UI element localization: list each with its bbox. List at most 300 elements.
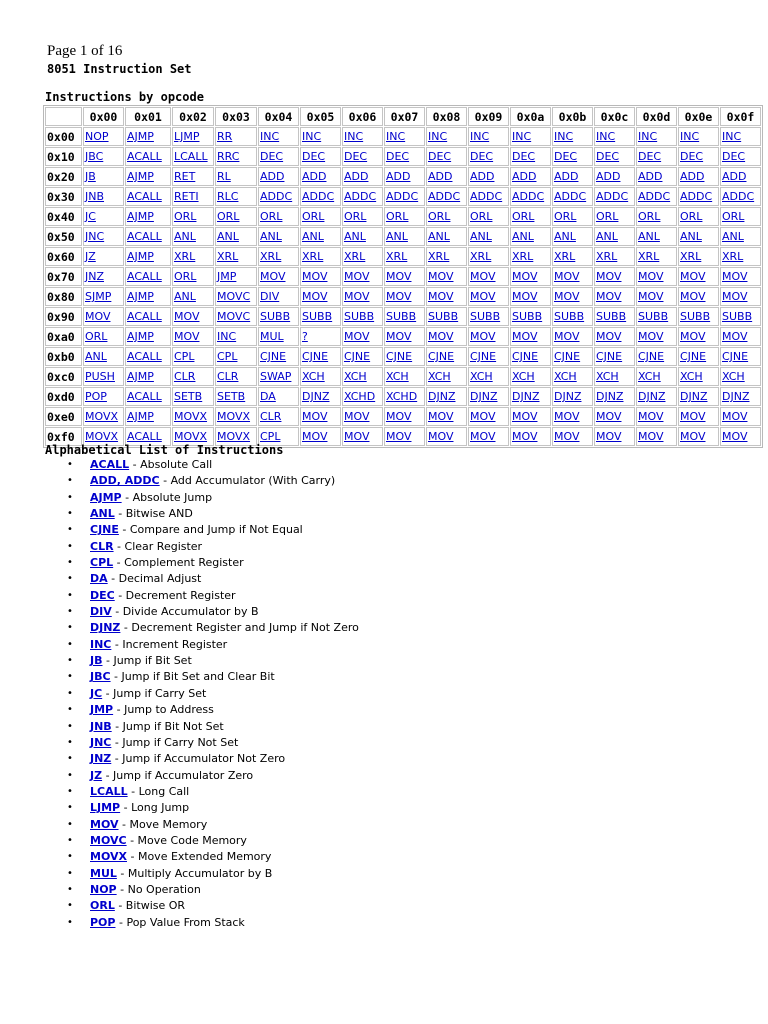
instruction-link[interactable]: ANL (722, 230, 744, 243)
instruction-link[interactable]: SETB (174, 390, 203, 403)
instruction-link[interactable]: CJNE (260, 350, 287, 363)
instruction-link[interactable]: ANL (174, 230, 196, 243)
instruction-link[interactable]: ANL (554, 230, 576, 243)
instruction-link[interactable]: SUBB (512, 310, 543, 323)
instruction-link[interactable]: AJMP (127, 250, 154, 263)
instruction-link[interactable]: ACALL (127, 270, 162, 283)
instruction-link[interactable]: PUSH (85, 370, 115, 383)
instruction-link[interactable]: AJMP (127, 330, 154, 343)
instruction-link[interactable]: SUBB (344, 310, 375, 323)
instruction-link[interactable]: RR (217, 130, 233, 143)
instruction-link[interactable]: AJMP (127, 130, 154, 143)
instruction-link[interactable]: RLC (217, 190, 239, 203)
instruction-link[interactable]: MOV (470, 270, 496, 283)
bullet-icon: • (67, 802, 73, 814)
instruction-link[interactable]: MOV (302, 410, 328, 423)
instruction-link[interactable]: ORL (85, 330, 108, 343)
instruction-link[interactable]: MUL (90, 866, 117, 880)
instruction-link[interactable]: MOV (680, 430, 706, 443)
instruction-link[interactable]: MOV (596, 330, 622, 343)
instruction-link[interactable]: AJMP (127, 370, 154, 383)
instruction-link[interactable]: CLR (260, 410, 282, 423)
instruction-link[interactable]: INC (90, 637, 112, 651)
instruction-link[interactable]: XRL (596, 250, 618, 263)
instruction-link[interactable]: INC (386, 130, 406, 143)
instruction-link[interactable]: XRL (638, 250, 660, 263)
instruction-link[interactable]: CLR (90, 539, 114, 553)
instruction-link[interactable]: ANL (174, 290, 196, 303)
instruction-link[interactable]: MOV (512, 330, 538, 343)
instruction-link[interactable]: MOV (596, 410, 622, 423)
instruction-link[interactable]: DJNZ (90, 621, 121, 635)
instruction-link[interactable]: DIV (90, 605, 112, 619)
instruction-link[interactable]: ORL (386, 210, 409, 223)
instruction-link[interactable]: JNZ (85, 270, 105, 283)
instruction-link[interactable]: DJNZ (680, 390, 708, 403)
instruction-link[interactable]: ADD (596, 170, 621, 183)
instruction-link[interactable]: DA (260, 390, 276, 403)
instruction-link[interactable]: MOV (680, 410, 706, 423)
instruction-link[interactable]: DEC (470, 150, 494, 163)
instruction-link[interactable]: JNC (85, 230, 105, 243)
instruction-link[interactable]: XCHD (386, 390, 418, 403)
instruction-link[interactable]: ACALL (127, 430, 162, 443)
instruction-link[interactable]: CJNE (554, 350, 581, 363)
bullet-icon: • (67, 655, 73, 667)
instruction-link[interactable]: CJNE (90, 523, 119, 537)
instruction-link[interactable]: ORL (90, 899, 115, 913)
instruction-link[interactable]: POP (85, 390, 107, 403)
instruction-link[interactable]: MOVC (217, 290, 251, 303)
instruction-link[interactable]: INC (596, 130, 616, 143)
instruction-link[interactable]: ADDC (344, 190, 377, 203)
instruction-link[interactable]: DEC (428, 150, 452, 163)
instruction-link[interactable]: ORL (174, 270, 197, 283)
instruction-link[interactable]: XCHD (344, 390, 376, 403)
instruction-link[interactable]: DEC (722, 150, 746, 163)
instruction-link[interactable]: XCH (470, 370, 493, 383)
instruction-link[interactable]: CLR (174, 370, 196, 383)
instruction-link[interactable]: ADDC (470, 190, 503, 203)
instruction-link[interactable]: ORL (722, 210, 745, 223)
instruction-link[interactable]: DJNZ (596, 390, 624, 403)
instruction-link[interactable]: XRL (428, 250, 450, 263)
instruction-link[interactable]: DEC (344, 150, 368, 163)
instruction-link[interactable]: SUBB (554, 310, 585, 323)
instruction-link[interactable]: ANL (596, 230, 618, 243)
instruction-link[interactable]: ADD (512, 170, 537, 183)
instruction-link[interactable]: MOV (722, 430, 748, 443)
instruction-link[interactable]: MOV (596, 270, 622, 283)
instruction-link[interactable]: XCH (512, 370, 535, 383)
instruction-link[interactable]: MOV (386, 330, 412, 343)
instruction-link[interactable]: MOV (428, 330, 454, 343)
instruction-link[interactable]: CLR (217, 370, 239, 383)
instruction-link[interactable]: MOV (680, 330, 706, 343)
instruction-link[interactable]: XRL (470, 250, 492, 263)
instruction-link[interactable]: MOV (302, 430, 328, 443)
instruction-link[interactable]: AJMP (127, 410, 154, 423)
instruction-link[interactable]: MOV (302, 270, 328, 283)
instruction-link[interactable]: MOV (596, 290, 622, 303)
instruction-link[interactable]: XRL (680, 250, 702, 263)
instruction-link[interactable]: DJNZ (302, 390, 330, 403)
instruction-link[interactable]: DJNZ (470, 390, 498, 403)
instruction-link[interactable]: MOV (722, 330, 748, 343)
instruction-link[interactable]: ORL (512, 210, 535, 223)
instruction-link[interactable]: DJNZ (638, 390, 666, 403)
instruction-link[interactable]: ORL (638, 210, 661, 223)
instruction-link[interactable]: MOV (638, 410, 664, 423)
instruction-link[interactable]: INC (680, 130, 700, 143)
instruction-link[interactable]: ORL (428, 210, 451, 223)
instruction-link[interactable]: MOV (470, 410, 496, 423)
instruction-link[interactable]: DEC (554, 150, 578, 163)
instruction-link[interactable]: CJNE (302, 350, 329, 363)
instruction-link[interactable]: SUBB (470, 310, 501, 323)
instruction-link[interactable]: MOVX (85, 430, 119, 443)
instruction-link[interactable]: CPL (90, 556, 114, 570)
instruction-link[interactable]: SUBB (722, 310, 753, 323)
instruction-link[interactable]: ORL (344, 210, 367, 223)
instruction-link[interactable]: MOV (680, 270, 706, 283)
instruction-link[interactable]: MOVX (217, 430, 251, 443)
instruction-link[interactable]: MOV (638, 270, 664, 283)
instruction-link[interactable]: MOV (302, 290, 328, 303)
instruction-link[interactable]: MOVX (90, 850, 127, 864)
instruction-link[interactable]: SUBB (596, 310, 627, 323)
instruction-link[interactable]: CPL (174, 350, 195, 363)
instruction-link[interactable]: INC (638, 130, 658, 143)
table-cell (342, 207, 383, 226)
instruction-link[interactable]: ORL (596, 210, 619, 223)
instruction-link[interactable]: MOVX (217, 410, 251, 423)
instruction-link[interactable]: MOV (512, 270, 538, 283)
instruction-link[interactable]: MOVC (217, 310, 251, 323)
instruction-link[interactable]: CJNE (470, 350, 497, 363)
instruction-link[interactable]: INC (554, 130, 574, 143)
instruction-link[interactable]: DEC (302, 150, 326, 163)
instruction-link[interactable]: ADDC (596, 190, 629, 203)
instruction-link[interactable]: XCH (680, 370, 703, 383)
instruction-link[interactable]: ADDC (638, 190, 671, 203)
instruction-link[interactable]: ANL (90, 507, 115, 521)
instruction-link[interactable]: NOP (85, 130, 109, 143)
instruction-link[interactable]: XCH (596, 370, 619, 383)
instruction-link[interactable]: SUBB (260, 310, 291, 323)
instruction-link[interactable]: AJMP (127, 290, 154, 303)
instruction-link[interactable]: ADD (428, 170, 453, 183)
instruction-link[interactable]: DJNZ (554, 390, 582, 403)
instruction-link[interactable]: ANL (302, 230, 324, 243)
instruction-link[interactable]: ADD (260, 170, 285, 183)
instruction-link[interactable]: MOV (596, 430, 622, 443)
instruction-link[interactable]: MOV (638, 330, 664, 343)
instruction-link[interactable]: SWAP (260, 370, 292, 383)
instruction-link[interactable]: ORL (174, 210, 197, 223)
instruction-link[interactable]: ANL (470, 230, 492, 243)
instruction-link[interactable]: MOV (344, 430, 370, 443)
table-cell (636, 187, 677, 206)
instruction-link[interactable]: MOV (344, 410, 370, 423)
instruction-link[interactable]: DJNZ (722, 390, 750, 403)
instruction-link[interactable]: MOV (85, 310, 111, 323)
instruction-link[interactable]: MOV (386, 410, 412, 423)
instruction-link[interactable]: LJMP (90, 801, 121, 815)
instruction-link[interactable]: MOV (386, 290, 412, 303)
instruction-link[interactable]: POP (90, 915, 116, 929)
instruction-link[interactable]: ANL (512, 230, 534, 243)
instruction-link[interactable]: CJNE (344, 350, 371, 363)
instruction-link[interactable]: ORL (217, 210, 240, 223)
instruction-link[interactable]: RET (174, 170, 196, 183)
instruction-link[interactable]: DIV (260, 290, 280, 303)
instruction-link[interactable]: ANL (638, 230, 660, 243)
instruction-link[interactable]: MOV (722, 410, 748, 423)
instruction-link[interactable]: XCH (386, 370, 409, 383)
instruction-link[interactable]: ADDC (386, 190, 419, 203)
instruction-link[interactable]: RETI (174, 190, 199, 203)
instruction-link[interactable]: ADD (638, 170, 663, 183)
instruction-link[interactable]: SUBB (428, 310, 459, 323)
instruction-link[interactable]: INC (344, 130, 364, 143)
instruction-link[interactable]: CJNE (428, 350, 455, 363)
instruction-link[interactable]: ORL (680, 210, 703, 223)
instruction-link[interactable]: ADD (344, 170, 369, 183)
instruction-link[interactable]: ACALL (127, 390, 162, 403)
table-cell (678, 247, 719, 266)
instruction-link[interactable]: INC (512, 130, 532, 143)
instruction-link[interactable]: XRL (260, 250, 282, 263)
instruction-link[interactable]: MOV (428, 270, 454, 283)
instruction-link[interactable]: ANL (217, 230, 239, 243)
instruction-link[interactable]: DA (90, 572, 108, 586)
instruction-link[interactable]: MOV (344, 330, 370, 343)
instruction-link[interactable]: MOV (174, 310, 200, 323)
instruction-link[interactable]: MOV (512, 290, 538, 303)
instruction-link[interactable]: CJNE (512, 350, 539, 363)
instruction-link[interactable]: DEC (596, 150, 620, 163)
instruction-link[interactable]: MOV (386, 430, 412, 443)
instruction-link[interactable]: ANL (428, 230, 450, 243)
instruction-link[interactable]: SUBB (302, 310, 333, 323)
instruction-link[interactable]: XCH (344, 370, 367, 383)
instruction-link[interactable]: CPL (260, 430, 281, 443)
instruction-link[interactable]: JC (90, 686, 103, 700)
instruction-link[interactable]: JMP (90, 703, 114, 717)
instruction-link[interactable]: MOV (722, 270, 748, 283)
instruction-link[interactable]: RL (217, 170, 231, 183)
instruction-link[interactable]: JB (85, 170, 96, 183)
instruction-link[interactable]: MOV (428, 430, 454, 443)
instruction-link[interactable]: ANL (386, 230, 408, 243)
instruction-link[interactable]: INC (217, 330, 237, 343)
instruction-link[interactable]: MOV (386, 270, 412, 283)
instruction-link[interactable]: CJNE (386, 350, 413, 363)
instruction-link[interactable]: INC (470, 130, 490, 143)
instruction-link[interactable]: MOV (470, 330, 496, 343)
instruction-link[interactable]: MOV (470, 290, 496, 303)
instruction-link[interactable]: MOV (680, 290, 706, 303)
instruction-link[interactable]: CJNE (596, 350, 623, 363)
instruction-link[interactable]: ACALL (127, 230, 162, 243)
instruction-link[interactable]: MOV (554, 410, 580, 423)
instruction-link[interactable]: MOV (344, 270, 370, 283)
instruction-link[interactable]: ? (302, 330, 308, 343)
instruction-link[interactable]: DJNZ (428, 390, 456, 403)
instruction-link[interactable]: DJNZ (512, 390, 540, 403)
instruction-link[interactable]: MOV (722, 290, 748, 303)
instruction-link[interactable]: MOV (174, 330, 200, 343)
instruction-link[interactable]: JNZ (90, 752, 112, 766)
table-cell (384, 367, 425, 386)
table-cell (258, 387, 299, 406)
instruction-link[interactable]: MOV (554, 290, 580, 303)
instruction-link[interactable]: ANL (344, 230, 366, 243)
instruction-link[interactable]: ADDC (554, 190, 587, 203)
instruction-link[interactable]: MOV (554, 330, 580, 343)
instruction-link[interactable]: ADD (680, 170, 705, 183)
instruction-link[interactable]: ADDC (722, 190, 755, 203)
instruction-link[interactable]: JMP (217, 270, 237, 283)
instruction-link[interactable]: MOV (638, 430, 664, 443)
instruction-link[interactable]: XRL (722, 250, 744, 263)
instruction-link[interactable]: ADDC (428, 190, 461, 203)
instruction-link[interactable]: SJMP (85, 290, 112, 303)
instruction-link[interactable]: ACALL (90, 458, 130, 471)
instruction-link[interactable]: ACALL (127, 190, 162, 203)
bullet-icon: • (67, 475, 73, 487)
instruction-link[interactable]: XRL (386, 250, 408, 263)
instruction-link[interactable]: MOV (638, 290, 664, 303)
instruction-link[interactable]: ADD, ADDC (90, 474, 160, 488)
instruction-link[interactable]: ORL (554, 210, 577, 223)
instruction-link[interactable]: XCH (722, 370, 745, 383)
instruction-link[interactable]: CPL (217, 350, 238, 363)
table-cell (342, 387, 383, 406)
bullet-icon: • (67, 720, 73, 732)
instruction-link[interactable]: MOV (512, 430, 538, 443)
instruction-link[interactable]: MOV (344, 290, 370, 303)
instruction-link[interactable]: JB (90, 654, 103, 668)
instruction-link[interactable]: LCALL (90, 784, 128, 798)
table-cell (215, 227, 257, 246)
instruction-link[interactable]: SUBB (638, 310, 669, 323)
instruction-link[interactable]: ADD (470, 170, 495, 183)
instruction-link[interactable]: AJMP (127, 210, 154, 223)
instruction-link[interactable]: SETB (217, 390, 246, 403)
instruction-link[interactable]: MOVC (90, 833, 127, 847)
instruction-link[interactable]: MOV (428, 290, 454, 303)
instruction-link[interactable]: CJNE (722, 350, 749, 363)
instruction-link[interactable]: XRL (174, 250, 196, 263)
instruction-link[interactable]: MOV (90, 817, 119, 831)
instruction-link[interactable]: DEC (638, 150, 662, 163)
instruction-link[interactable]: ADDC (680, 190, 713, 203)
instruction-link[interactable]: ORL (302, 210, 325, 223)
instruction-link[interactable]: INC (428, 130, 448, 143)
instruction-link[interactable]: MOV (554, 430, 580, 443)
instruction-link[interactable]: MOVX (174, 410, 208, 423)
instruction-link[interactable]: ACALL (127, 350, 162, 363)
instruction-link[interactable]: ACALL (127, 150, 162, 163)
instruction-link[interactable]: MUL (260, 330, 284, 343)
instruction-link[interactable]: JC (85, 210, 96, 223)
instruction-link[interactable]: AJMP (127, 170, 154, 183)
instruction-link[interactable]: ANL (85, 350, 107, 363)
instruction-link[interactable]: INC (722, 130, 742, 143)
instruction-link[interactable]: MOV (512, 410, 538, 423)
instruction-link[interactable]: XCH (428, 370, 451, 383)
instruction-link[interactable]: LCALL (174, 150, 208, 163)
instruction-link[interactable]: JNC (90, 735, 112, 749)
instruction-link[interactable]: ANL (680, 230, 702, 243)
table-cell (468, 207, 509, 226)
instruction-link[interactable]: XRL (554, 250, 576, 263)
instruction-link[interactable]: MOV (554, 270, 580, 283)
instruction-link[interactable]: INC (260, 130, 280, 143)
instruction-link[interactable]: JBC (85, 150, 104, 163)
instruction-link[interactable]: DEC (512, 150, 536, 163)
instruction-link[interactable]: XRL (217, 250, 239, 263)
instruction-link[interactable]: XCH (554, 370, 577, 383)
instruction-link[interactable]: ORL (470, 210, 493, 223)
instruction-link[interactable]: JZ (85, 250, 96, 263)
instruction-link[interactable]: LJMP (174, 130, 200, 143)
instruction-link[interactable]: DEC (260, 150, 284, 163)
instruction-link[interactable]: AJMP (90, 490, 122, 504)
instruction-link[interactable]: XCH (302, 370, 325, 383)
instruction-link[interactable]: DEC (90, 588, 115, 602)
instruction-link[interactable]: JNB (85, 190, 105, 203)
instruction-link[interactable]: SUBB (386, 310, 417, 323)
instruction-link[interactable]: JZ (90, 768, 103, 782)
instruction-link[interactable]: MOV (428, 410, 454, 423)
instruction-link[interactable]: ADD (386, 170, 411, 183)
instruction-link[interactable]: ADD (302, 170, 327, 183)
instruction-link[interactable]: XCH (638, 370, 661, 383)
instruction-link[interactable]: ACALL (127, 310, 162, 323)
instruction-link[interactable]: ADD (554, 170, 579, 183)
instruction-link[interactable]: ORL (260, 210, 283, 223)
instruction-link[interactable]: XRL (344, 250, 366, 263)
instruction-link[interactable]: MOVX (174, 430, 208, 443)
instruction-link[interactable]: ADD (722, 170, 747, 183)
bullet-icon: • (67, 671, 73, 683)
instruction-link[interactable]: MOV (260, 270, 286, 283)
instruction-link[interactable]: JNB (90, 719, 112, 733)
instruction-link[interactable]: MOVX (85, 410, 119, 423)
instruction-link[interactable]: JBC (90, 670, 111, 684)
instruction-link[interactable]: DEC (386, 150, 410, 163)
instruction-link[interactable]: ADDC (512, 190, 545, 203)
instruction-description: - Increment Register (111, 637, 228, 651)
instruction-link[interactable]: ADDC (302, 190, 335, 203)
instruction-link[interactable]: ADDC (260, 190, 293, 203)
instruction-link[interactable]: CJNE (680, 350, 707, 363)
instruction-link[interactable]: RRC (217, 150, 240, 163)
alphabetical-list-title: Alphabetical List of Instructions (45, 443, 284, 457)
instruction-link[interactable]: NOP (90, 882, 117, 896)
instruction-link[interactable]: DEC (680, 150, 704, 163)
instruction-link[interactable]: MOV (470, 430, 496, 443)
instruction-link[interactable]: XRL (512, 250, 534, 263)
instruction-link[interactable]: CJNE (638, 350, 665, 363)
instruction-link[interactable]: ANL (260, 230, 282, 243)
instruction-link[interactable]: XRL (302, 250, 324, 263)
instruction-link[interactable]: INC (302, 130, 322, 143)
instruction-link[interactable]: SUBB (680, 310, 711, 323)
